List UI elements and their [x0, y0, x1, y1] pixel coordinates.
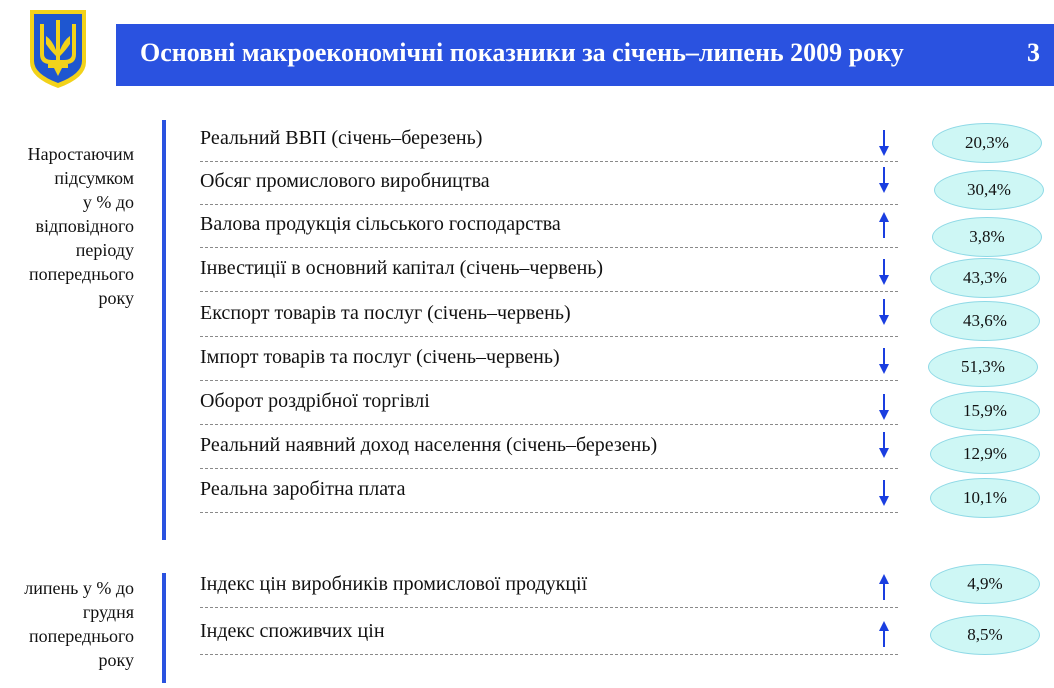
- indicator-row: [200, 426, 898, 469]
- arrow-down-icon: [878, 258, 890, 286]
- row-divider: [200, 336, 898, 337]
- row-divider: [200, 512, 898, 513]
- coat-of-arms-icon: [26, 6, 90, 90]
- value-text: 10,1%: [963, 488, 1007, 507]
- value-text: 8,5%: [967, 625, 1003, 644]
- side-label-line: грудня: [82, 602, 134, 622]
- row-divider: [200, 468, 898, 469]
- indicator-row: [200, 249, 898, 292]
- arrow-down-icon: [878, 347, 890, 375]
- slide-title: Основні макроекономічні показники за січень–липень 2009 року: [140, 38, 904, 67]
- value-text: 30,4%: [967, 180, 1011, 199]
- row-divider: [200, 247, 898, 248]
- section1-side-label: [4, 142, 134, 310]
- side-label-line: року: [98, 288, 134, 308]
- value-text: 4,9%: [967, 574, 1003, 593]
- arrow-up-icon: [878, 211, 890, 239]
- section2-divider: [162, 573, 166, 683]
- value-badge: [930, 434, 1040, 474]
- value-badge: [934, 170, 1044, 210]
- side-label-line: липень у % до: [24, 578, 134, 598]
- indicator-label: Індекс споживчих цін: [200, 620, 385, 642]
- indicator-row: [200, 382, 898, 425]
- indicator-label: Імпорт товарів та послуг (січень–червень): [200, 346, 560, 368]
- page-number: 3: [1027, 38, 1040, 67]
- arrow-down-icon: [878, 129, 890, 157]
- value-badge: [928, 347, 1038, 387]
- arrow-down-icon: [878, 298, 890, 326]
- side-label-line: року: [98, 650, 134, 670]
- row-divider: [200, 380, 898, 381]
- indicator-label: Експорт товарів та послуг (січень–червень): [200, 302, 571, 324]
- indicator-label: Інвестиції в основний капітал (січень–червень): [200, 257, 604, 279]
- indicator-row: [200, 294, 898, 337]
- arrow-down-icon: [878, 431, 890, 459]
- arrow-up-icon: [878, 620, 890, 648]
- indicator-row: [200, 162, 898, 205]
- value-badge: [930, 478, 1040, 518]
- indicator-label: Оборот роздрібної торгівлі: [200, 390, 430, 412]
- value-badge: [930, 258, 1040, 298]
- side-label-line: попереднього: [29, 264, 134, 284]
- value-badge: [932, 217, 1042, 257]
- row-divider: [200, 291, 898, 292]
- indicator-row: [200, 119, 898, 162]
- side-label-line: періоду: [75, 240, 134, 260]
- indicator-row: [200, 565, 898, 608]
- arrow-down-icon: [878, 393, 890, 421]
- indicator-label: Реальний наявний доход населення (січень–березень): [200, 434, 658, 456]
- side-label-line: у % до: [82, 192, 134, 212]
- indicator-label: Валова продукція сільського господарства: [200, 213, 561, 235]
- value-badge: [930, 564, 1040, 604]
- row-divider: [200, 654, 898, 655]
- arrow-down-icon: [878, 479, 890, 507]
- value-text: 15,9%: [963, 401, 1007, 420]
- title-bar: [116, 24, 1054, 86]
- value-text: 20,3%: [965, 133, 1009, 152]
- side-label-line: відповідного: [35, 216, 134, 236]
- section1-divider: [162, 120, 166, 540]
- indicator-label: Реальна заробітна плата: [200, 478, 406, 500]
- side-label-line: підсумком: [54, 168, 134, 188]
- value-badge: [930, 301, 1040, 341]
- indicator-row: [200, 338, 898, 381]
- value-text: 51,3%: [961, 357, 1005, 376]
- section2-side-label: [4, 576, 134, 672]
- value-text: 43,6%: [963, 311, 1007, 330]
- arrow-up-icon: [878, 573, 890, 601]
- indicator-row: [200, 612, 898, 655]
- row-divider: [200, 607, 898, 608]
- value-badge: [930, 391, 1040, 431]
- indicator-label: Індекс цін виробників промислової продукції: [200, 573, 588, 595]
- value-text: 43,3%: [963, 268, 1007, 287]
- indicator-row: [200, 205, 898, 248]
- side-label-line: попереднього: [29, 626, 134, 646]
- side-label-line: Наростаючим: [27, 144, 134, 164]
- indicator-label: Обсяг промислового виробництва: [200, 170, 490, 192]
- row-divider: [200, 424, 898, 425]
- arrow-down-icon: [878, 166, 890, 194]
- value-text: 12,9%: [963, 444, 1007, 463]
- indicator-row: [200, 470, 898, 513]
- value-badge: [932, 123, 1042, 163]
- value-badge: [930, 615, 1040, 655]
- value-text: 3,8%: [969, 227, 1005, 246]
- indicator-label: Реальний ВВП (січень–березень): [200, 127, 483, 149]
